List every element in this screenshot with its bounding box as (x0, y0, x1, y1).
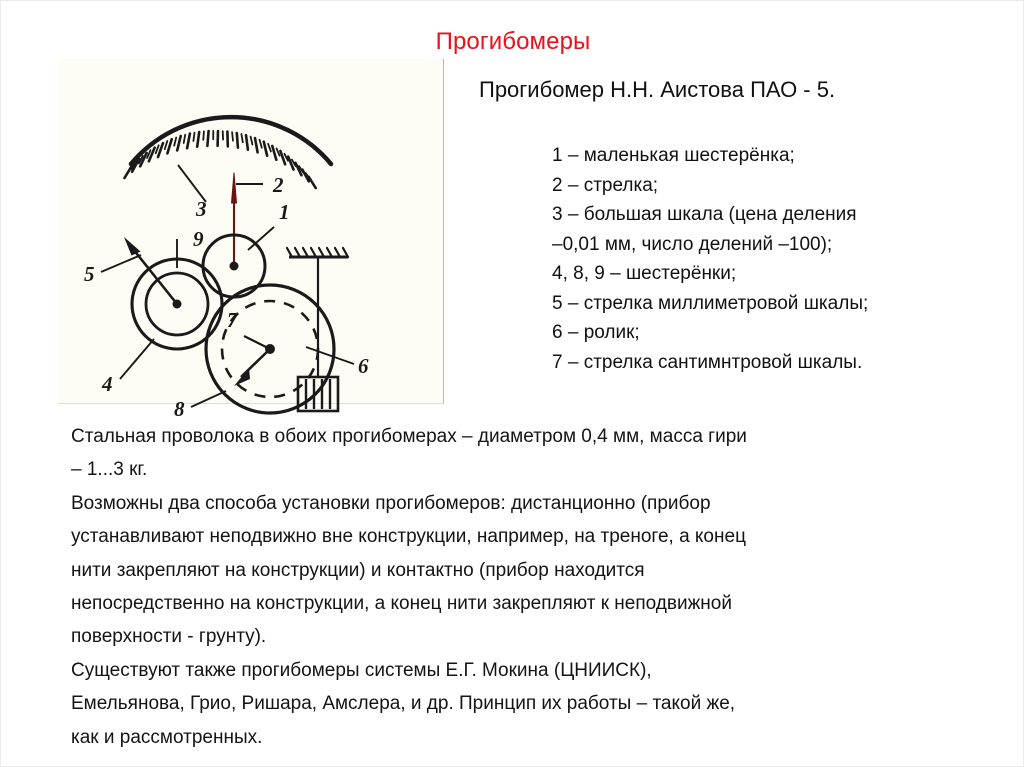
body-line: непосредственно на конструкции, а конец нити закрепляют к неподвижной (71, 593, 732, 615)
callout-4: 4 (102, 372, 113, 396)
legend-item: 4, 8, 9 – шестерёнки; (552, 263, 737, 284)
callout-2: 2 (273, 173, 284, 197)
body-line: – 1...3 кг. (71, 459, 148, 481)
legend-item: 6 – ролик; (552, 322, 640, 343)
body-line: Емельянова, Грио, Ришара, Амслера, и др. Принцип их работы – такой же, (71, 693, 736, 715)
deflectometer-diagram-figure (58, 59, 444, 421)
body-line: Существуют также прогибомеры системы Е.Г. Мокина (ЦНИИСК), (71, 659, 652, 681)
legend-item: 7 – стрелка сантимнтровой шкалы. (552, 351, 863, 373)
legend-item: 2 – стрелка; (552, 174, 659, 196)
legend-item: 3 – большая шкала (цена деления (552, 204, 857, 225)
body-line: Возможны два способа установки прогибомеров: дистанционно (прибор (71, 492, 711, 514)
callout-8: 8 (174, 397, 185, 421)
deflectometer-schematic-svg (58, 59, 443, 421)
body-text-block (71, 420, 961, 754)
callout-7: 7 (227, 308, 238, 332)
callout-3: 3 (196, 197, 207, 221)
legend-item: –0,01 мм, число делений –100); (552, 233, 833, 255)
page-title: Прогибомеры (435, 28, 591, 55)
figure-background (58, 59, 443, 403)
callout-6: 6 (358, 354, 369, 378)
legend-item: 1 – маленькая шестерёнка; (552, 145, 795, 166)
device-heading: Прогибомер Н.Н. Аистова ПАО - 5. (479, 77, 836, 102)
body-line: как и рассмотренных. (71, 726, 263, 748)
legend-list (552, 141, 972, 377)
body-line: поверхности - грунту). (71, 626, 267, 648)
legend-item: 5 – стрелка миллиметровой шкалы; (552, 292, 869, 314)
body-line: нити закрепляют на конструкции) и контактно (прибор находится (71, 559, 645, 581)
callout-1: 1 (279, 200, 290, 224)
callout-5: 5 (84, 262, 95, 286)
callout-9: 9 (193, 227, 204, 251)
body-line: Стальная проволока в обоих прогибомерах – диаметром 0,4 мм, масса гири (71, 426, 747, 447)
body-line: устанавливают неподвижно вне конструкции, например, на треноге, а конец (71, 526, 746, 548)
